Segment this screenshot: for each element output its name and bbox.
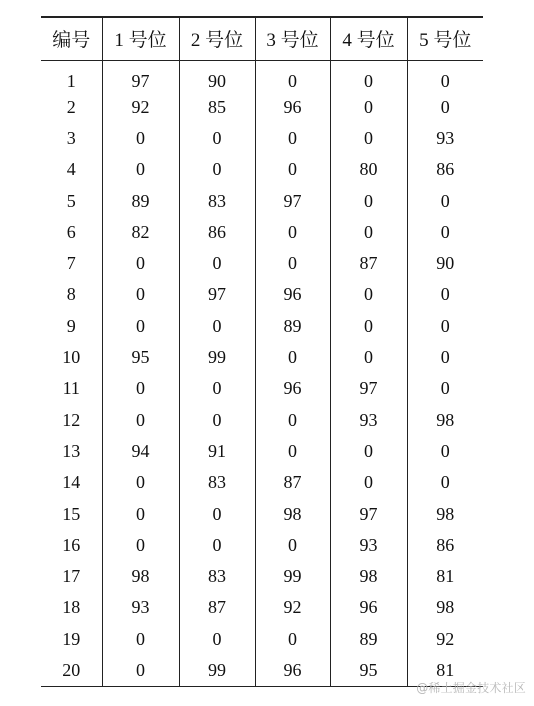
cell-position-5: 92: [407, 624, 483, 655]
cell-row-id: 13: [62, 440, 81, 461]
cell-position-1: 89: [102, 185, 179, 216]
cell-position-1: 92: [102, 92, 179, 123]
column-header-position-1: 1 号位: [102, 17, 179, 60]
cell-position-1: 0: [102, 624, 179, 655]
cell-position-4: 0: [330, 279, 407, 310]
cell-position-5: 81: [407, 655, 483, 686]
table-body: [41, 60, 483, 686]
cell-row-id: 18: [62, 597, 81, 618]
cell-row-id: 16: [62, 534, 81, 555]
cell-position-4: 0: [330, 123, 407, 154]
cell-position-3: 0: [255, 248, 330, 279]
cell-row-id: 6: [66, 221, 76, 242]
cell-position-5: 86: [407, 154, 483, 185]
column-header-position-5: 5 号位: [407, 17, 483, 60]
cell-position-3: 0: [255, 342, 330, 373]
cell-position-3: 0: [255, 154, 330, 185]
cell-position-3: 96: [255, 373, 330, 404]
cell-position-1: 0: [102, 311, 179, 342]
cell-position-1: 0: [102, 467, 179, 498]
cell-position-2: 83: [179, 467, 255, 498]
cell-row-id: 14: [62, 472, 81, 493]
table-row: [41, 311, 483, 342]
cell-position-2: 0: [179, 311, 255, 342]
table-row: [41, 467, 483, 498]
cell-row-id: 7: [66, 253, 76, 274]
cell-position-3: 98: [255, 498, 330, 529]
cell-position-4: 95: [330, 655, 407, 686]
cell-position-1: 0: [102, 373, 179, 404]
cell-position-4: 87: [330, 248, 407, 279]
cell-position-2: 85: [179, 92, 255, 123]
table-row: [41, 498, 483, 529]
cell-position-4: 0: [330, 311, 407, 342]
cell-position-2: 0: [179, 248, 255, 279]
column-header-position-4: 4 号位: [330, 17, 407, 60]
cell-position-4: 0: [330, 436, 407, 467]
cell-position-3: 96: [255, 92, 330, 123]
cell-row-id: 4: [66, 159, 76, 180]
cell-position-3: 0: [255, 123, 330, 154]
cell-position-1: 0: [102, 248, 179, 279]
cell-position-5: 0: [407, 373, 483, 404]
cell-position-3: 96: [255, 279, 330, 310]
cell-position-1: 0: [102, 404, 179, 435]
cell-row-id: 8: [66, 284, 76, 305]
column-header-id: 编号: [41, 17, 102, 60]
cell-position-1: 0: [102, 530, 179, 561]
cell-position-3: 0: [255, 217, 330, 248]
cell-position-2: 0: [179, 123, 255, 154]
cell-position-2: 86: [179, 217, 255, 248]
table-row: [41, 561, 483, 592]
column-header-position-2: 2 号位: [179, 17, 255, 60]
cell-position-4: 96: [330, 592, 407, 623]
cell-position-5: 93: [407, 123, 483, 154]
cell-position-4: 0: [330, 342, 407, 373]
table-row: [41, 185, 483, 216]
cell-position-4: 0: [330, 217, 407, 248]
cell-position-2: 99: [179, 342, 255, 373]
cell-position-1: 0: [102, 655, 179, 686]
watermark-text: @稀土掘金技术社区: [416, 681, 526, 695]
cell-position-4: 97: [330, 498, 407, 529]
cell-position-5: 0: [407, 436, 483, 467]
header-row: [41, 17, 483, 60]
cell-position-1: 97: [102, 60, 179, 92]
cell-position-1: 82: [102, 217, 179, 248]
cell-position-2: 0: [179, 154, 255, 185]
cell-position-4: 89: [330, 624, 407, 655]
cell-position-5: 86: [407, 530, 483, 561]
cell-position-3: 0: [255, 530, 330, 561]
table-row: [41, 60, 483, 92]
cell-position-1: 0: [102, 123, 179, 154]
cell-position-3: 0: [255, 404, 330, 435]
cell-row-id: 19: [62, 628, 81, 649]
cell-position-5: 0: [407, 92, 483, 123]
table-row: [41, 279, 483, 310]
cell-row-id: 11: [62, 378, 80, 399]
cell-position-2: 0: [179, 404, 255, 435]
cell-position-2: 91: [179, 436, 255, 467]
cell-position-5: 81: [407, 561, 483, 592]
cell-position-2: 83: [179, 561, 255, 592]
cell-position-3: 0: [255, 624, 330, 655]
cell-position-5: 0: [407, 60, 483, 92]
cell-position-3: 87: [255, 467, 330, 498]
table-row: [41, 373, 483, 404]
cell-position-5: 90: [407, 248, 483, 279]
cell-position-2: 97: [179, 279, 255, 310]
score-table: [41, 16, 483, 687]
cell-position-2: 87: [179, 592, 255, 623]
cell-position-5: 98: [407, 404, 483, 435]
cell-row-id: 3: [66, 127, 76, 148]
cell-position-4: 93: [330, 530, 407, 561]
cell-position-3: 96: [255, 655, 330, 686]
cell-position-3: 92: [255, 592, 330, 623]
cell-position-3: 0: [255, 436, 330, 467]
cell-position-1: 98: [102, 561, 179, 592]
cell-position-5: 0: [407, 311, 483, 342]
cell-position-1: 0: [102, 154, 179, 185]
cell-position-4: 0: [330, 60, 407, 92]
cell-position-2: 0: [179, 373, 255, 404]
cell-position-4: 80: [330, 154, 407, 185]
cell-position-5: 0: [407, 279, 483, 310]
cell-row-id: 2: [66, 96, 76, 117]
cell-position-2: 0: [179, 530, 255, 561]
cell-row-id: 17: [62, 566, 81, 587]
cell-position-1: 93: [102, 592, 179, 623]
cell-position-1: 94: [102, 436, 179, 467]
cell-position-1: 95: [102, 342, 179, 373]
cell-position-4: 98: [330, 561, 407, 592]
cell-row-id: 5: [66, 190, 76, 211]
cell-position-5: 98: [407, 498, 483, 529]
cell-position-5: 98: [407, 592, 483, 623]
cell-position-4: 0: [330, 467, 407, 498]
cell-position-2: 99: [179, 655, 255, 686]
cell-row-id: 9: [66, 315, 76, 336]
table-row: [41, 592, 483, 623]
cell-position-5: 0: [407, 185, 483, 216]
cell-position-3: 97: [255, 185, 330, 216]
cell-position-3: 89: [255, 311, 330, 342]
cell-position-2: 83: [179, 185, 255, 216]
table-row: [41, 624, 483, 655]
cell-position-4: 93: [330, 404, 407, 435]
cell-position-5: 0: [407, 467, 483, 498]
table-row: [41, 404, 483, 435]
table-row: [41, 248, 483, 279]
cell-position-3: 0: [255, 60, 330, 92]
column-header-position-3: 3 号位: [255, 17, 330, 60]
cell-position-5: 0: [407, 342, 483, 373]
table-row: [41, 92, 483, 123]
table-row: [41, 217, 483, 248]
table-row: [41, 154, 483, 185]
cell-position-4: 0: [330, 92, 407, 123]
table-row: [41, 342, 483, 373]
table-header: [41, 17, 483, 60]
cell-position-5: 0: [407, 217, 483, 248]
cell-position-4: 97: [330, 373, 407, 404]
table-row: [41, 123, 483, 154]
cell-position-1: 0: [102, 498, 179, 529]
cell-position-4: 0: [330, 185, 407, 216]
cell-position-3: 99: [255, 561, 330, 592]
cell-row-id: 20: [41, 655, 102, 686]
cell-position-2: 0: [179, 624, 255, 655]
cell-position-2: 0: [179, 498, 255, 529]
cell-position-2: 90: [179, 60, 255, 92]
cell-position-1: 0: [102, 279, 179, 310]
cell-row-id: 1: [66, 70, 76, 91]
cell-row-id: 10: [62, 347, 81, 368]
cell-row-id: 12: [62, 409, 81, 430]
cell-row-id: 15: [62, 503, 81, 524]
table-row: [41, 530, 483, 561]
table-row: [41, 436, 483, 467]
